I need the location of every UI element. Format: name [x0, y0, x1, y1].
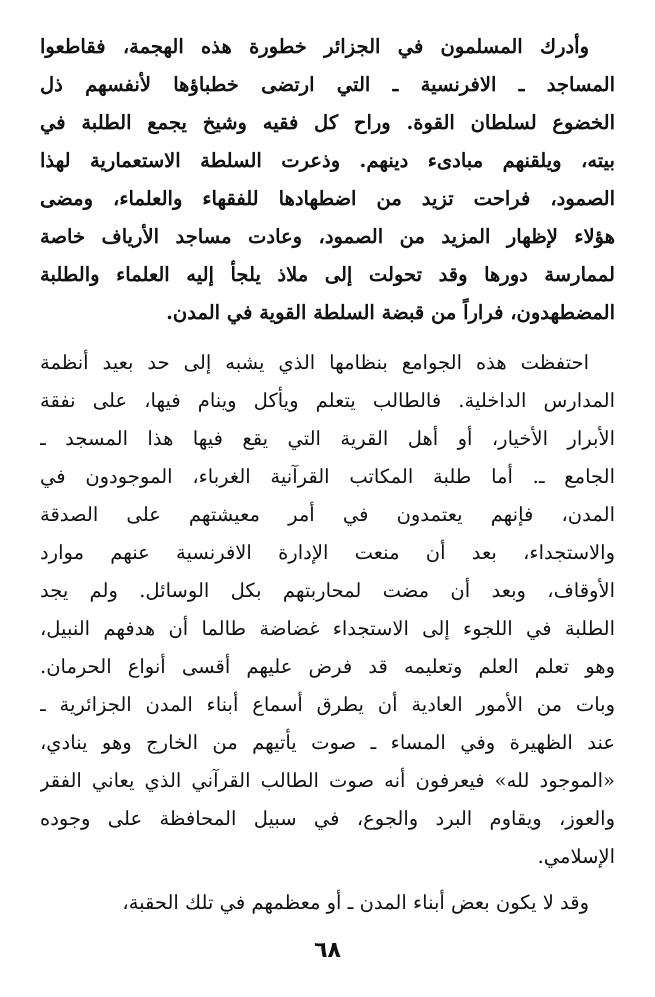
text-line: بيته، ويلقنهم مبادىء دينهم. وذعرت السلطة الاستعمارية لهذا	[40, 149, 615, 172]
text-line: لممارسة دورها وقد تحولت إلى ملاذ يلجأ إليه العلماء والطلبة	[40, 263, 615, 286]
text-line: هؤلاء لإظهار المزيد من الصمود، وعادت مساجد الأرياف خاصة	[40, 225, 615, 248]
page-number: ٦٨	[314, 938, 341, 963]
text-line: المساجد ـ الافرنسية ـ التي ارتضى خطباؤها لأنفسهم ذل	[40, 73, 615, 96]
text-line: الأبرار الأخيار، أو أهل القرية التي يقع فيها هذا المسجد ـ	[40, 427, 615, 450]
text-line: الطلبة في اللجوء إلى الاستجداء غضاضة طالما أن هدفهم النبيل،	[40, 617, 615, 640]
text-line: والعوز، ويقاوم البرد والجوع، في سبيل المحافظة على وجوده	[40, 807, 615, 830]
text-line: الخضوع لسلطان القوة. وراح كل فقيه وشيخ يجمع الطلبة في	[40, 111, 615, 134]
text-line: عند الظهيرة وفي المساء ـ صوت يأتيهم من الخارج وهو ينادي،	[40, 731, 615, 754]
text-line: والاستجداء، بعد أن منعت الإدارة الافرنسية عنهم موارد	[40, 541, 615, 564]
text-line: المدارس الداخلية. فالطالب يتعلم ويأكل وينام فيها، على نفقة	[40, 389, 615, 412]
text-line: الإسلامي.	[537, 845, 615, 868]
paragraph	[40, 344, 615, 876]
text-line: احتفظت هذه الجوامع بنظامها الذي يشبه إلى حد بعيد أنظمة	[40, 351, 589, 374]
text-line: الجامع ـ. أما طلبة المكاتب القرآنية الغرباء، الموجودون في	[40, 465, 615, 488]
text-line: وبات من الأمور العادية أن يطرق أسماع أبناء المدن الجزائرية ـ	[40, 693, 615, 716]
book-page	[40, 28, 615, 922]
text-line: المضطهدون، فراراً من قبضة السلطة القوية في المدن.	[166, 301, 615, 324]
text-line: وقد لا يكون بعض أبناء المدن ـ أو معظمهم في تلك الحقبة،	[122, 891, 589, 914]
text-line: «الموجود لله» فيعرفون أنه صوت الطالب القرآني الذي يعاني الفقر	[40, 769, 615, 792]
text-line: المدن، فإنهم يعتمدون في أمر معيشتهم على الصدقة	[40, 503, 615, 526]
paragraph	[40, 884, 615, 922]
text-line: وأدرك المسلمون في الجزائر خطورة هذه الهجمة، فقاطعوا	[40, 35, 589, 58]
text-line: الصمود، فراحت تزيد من اضطهادها للفقهاء والعلماء، ومضى	[40, 187, 615, 210]
text-line: وهو تعلم العلم وتعليمه قد فرض عليهم أقسى أنواع الحرمان.	[40, 655, 615, 678]
paragraph	[40, 28, 615, 332]
text-line: الأوقاف، وبعد أن مضت لمحاربتهم بكل الوسائل. ولم يجد	[40, 579, 615, 602]
